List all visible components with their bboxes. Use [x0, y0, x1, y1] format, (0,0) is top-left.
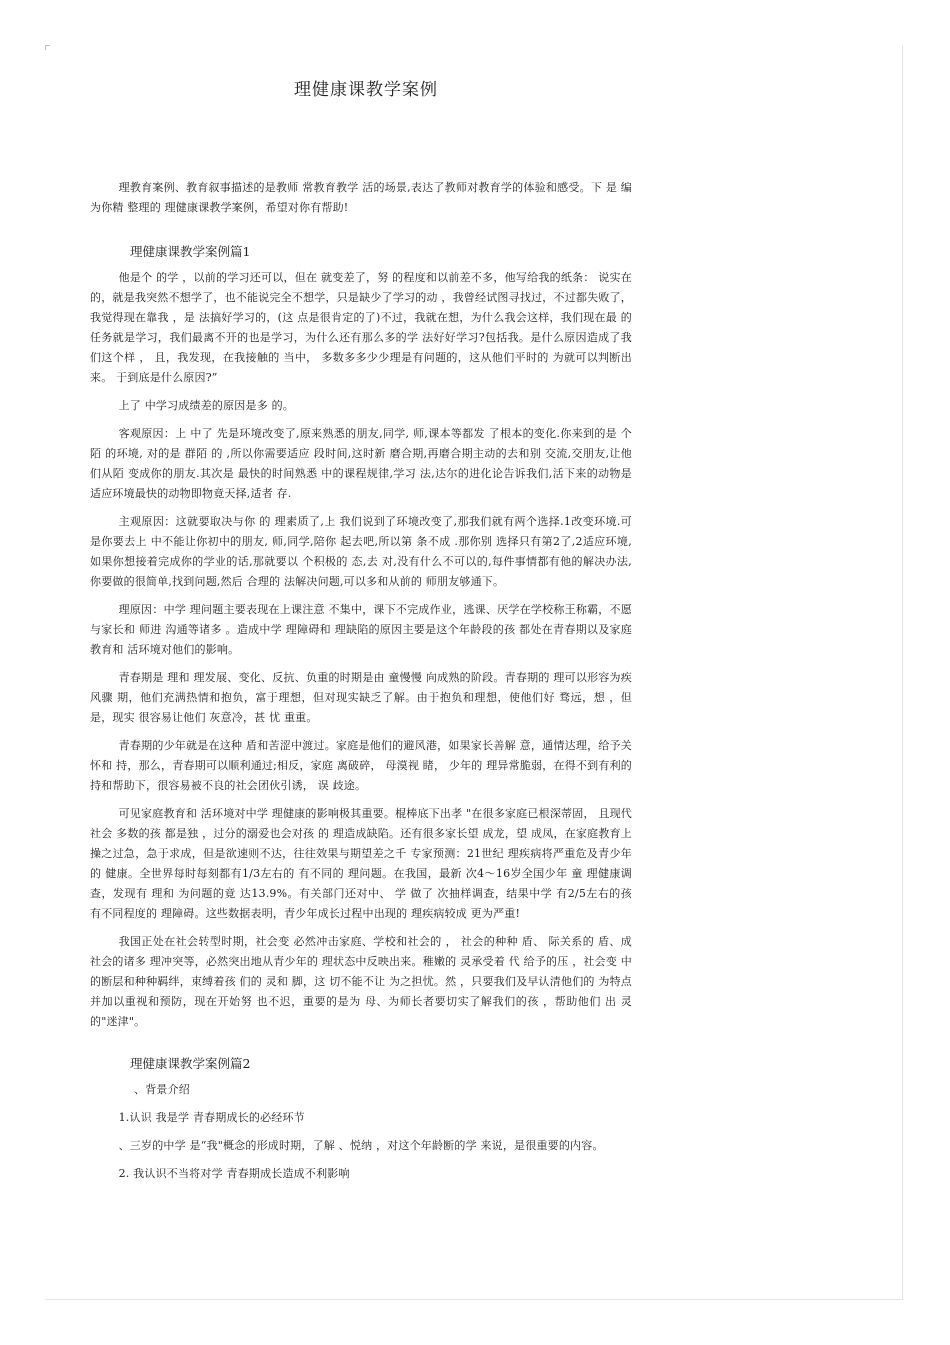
section-2-sub-heading: 、背景介绍: [134, 1083, 190, 1096]
section-1-paragraph-6: 青春期是 理和 理发展、变化、反抗、负重的时期是由 童慢慢 向成熟的阶段。青春期的 理可以形容为疾风骤 期，他们充满热情和抱负，富于理想，但对现实缺乏了解。由于抱负和理想，使他们好 骛远，想 ，但是，现实 很容易让他们 灰意冷，甚 忧 重重。: [90, 671, 632, 724]
section-heading-1: 理健康课教学案例篇1: [130, 244, 251, 259]
section-1-paragraph-8: 可见家庭教育和 活环境对中学 理健康的影响极其重要。棍棒底下出孝 "在很多家庭已根深蒂固， 且现代社会 多数的孩 都是独 ，过分的溺爱也会对孩 的 理造成缺陷。还有很多家长望 成龙，望 成凤，在家庭教育上操之过急，急于求成，但是欲速则不达，往往效果与期望差之千 专家预测：21世纪 理疾病将严重危及青少年的 健康。全世界每时每刻都有1/3左右的 有不同的 理问题。在我国，最新 次4～16岁全国少年 童 理健康调查，发现有 理和 为问题的竟 达13.9%。有关部门还对中、 学 做了 次抽样调查，结果中学 有2/5左右的孩 有不同程度的 理障碍。这些数据表明，青少年成长过程中出现的 理疾病较成 更为严重!: [90, 807, 632, 920]
section-2-paragraph-1: 1.认识 我是学 青春期成长的必经环节: [118, 1111, 305, 1124]
document-body: [90, 75, 632, 1184]
section-heading-2: 理健康课教学案例篇2: [130, 1056, 251, 1071]
section-1-paragraph-3: 客观原因：上 中了 先是环境改变了,原来熟悉的朋友,同学, 师,课本等都发 了根本的变化.你来到的是 个陌 的环境, 对的是 群陌 的 ,所以你需要适应 段时间,这时新 磨合期,再磨合期主动的去和别 交流,交朋友,让他们从陌 变成你的朋友.其次是 最快的时间熟悉 中的课程规律,学习 法,达尔的进化论告诉我们,活下来的动物是适应环境最快的动物即物竟天择,适者 存.: [90, 427, 632, 500]
section-1-paragraph-9: 我国正处在社会转型时期，社会变 必然冲击家庭、学校和社会的 ， 社会的种种 盾、 际关系的 盾、成 社会的诸多 理冲突等，必然突出地从青少年的 理状态中反映出来。稚嫩的 灵承受着 代 给予的压 ，社会变 中的断层和种种羁绊，束缚着孩 们的 灵和 脚，这 切不能不让 为之担忧。然 ，只要我们及早认清他们的 为特点并加以重视和预防，现在开始努 也不迟，重要的是为 母、为师长者要切实了解我们的孩 ，帮助他们 出 灵的"迷津"。: [90, 935, 632, 1028]
page-corner-mark: [45, 45, 50, 50]
document-title: 理健康课教学案例: [294, 80, 438, 100]
section-1-paragraph-1: 他是个 的学 ，以前的学习还可以，但在 就变差了，努 的程度和以前差不多，他写给我的纸条： 说实在的，就是我突然不想学了，也不能说完全不想学，只是缺少了学习的动 ，我曾经试图寻找过，不过都失败了，我觉得现在靠我 ，是 法搞好学习的，(这 点是很肯定的了)不过，我就在想，为什么我会这样，我们现在最 的任务就是学习，我们最离不开的也是学习，为什么还有那么多的学 法好好学习?包括我。是什么原因造成了我们这个样 ， 且，我发现，在我接触的 当中， 多数多多少少理是有问题的，这从他们平时的 为就可以判断出来。 于到底是什么原因?”: [90, 271, 632, 384]
section-2-paragraph-2: 、三岁的中学 是“我"概念的形成时期，了解 、悦纳 ，对这个年龄断的学 来说，是很重要的内容。: [118, 1139, 604, 1152]
section-1-paragraph-4: 主观原因：这就要取决与你 的 理素质了,上 我们说到了环境改变了,那我们就有两个选择.1改变环境.可是你要去上 中不能让你初中的朋友, 师,同学,陪你 起去吧,所以第 条不成 .那你别 选择只有第2了,2适应环境,如果你想接着完成你的学业的话,那就要以 个积极的 态,去 对,没有什么不可以的,每件事情都有他的解决办法,你要做的很简单,找到问题,然后 合理的 法解决问题,可以多和从前的 师朋友够通下。: [90, 515, 632, 588]
section-2-paragraph-3: 2. 我认识不当将对学 青春期成长造成不利影响: [118, 1167, 350, 1180]
section-1-paragraph-7: 青春期的少年就是在这种 盾和苦涩中渡过。家庭是他们的避风港，如果家长善解 意，通情达理，给予关怀和 持，那么，青春期可以顺利通过;相反，家庭 离破碎， 母漠视 睹， 少年的 理异常脆弱，在得不到有利的 持和帮助下，很容易被不良的社会团伙引诱， 误 歧途。: [90, 739, 632, 792]
section-1-paragraph-5: 理原因：中学 理问题主要表现在上课注意 不集中，课下不完成作业，逃课、厌学在学校称王称霸，不愿与家长和 师进 沟通等诸多 。造成中学 理障碍和 理缺陷的原因主要是这个年龄段的孩 都处在青春期以及家庭教育和 活环境对他们的影响。: [90, 603, 632, 656]
section-1-paragraph-2: 上了 中学习成绩差的原因是多 的。: [118, 399, 294, 412]
intro-paragraph: 理教育案例、教育叙事描述的是教师 常教育教学 活的场景,表达了教师对教育学的体验和感受。下 是 编为你精 整理的 理健康课教学案例，希望对你有帮助!: [90, 181, 632, 214]
